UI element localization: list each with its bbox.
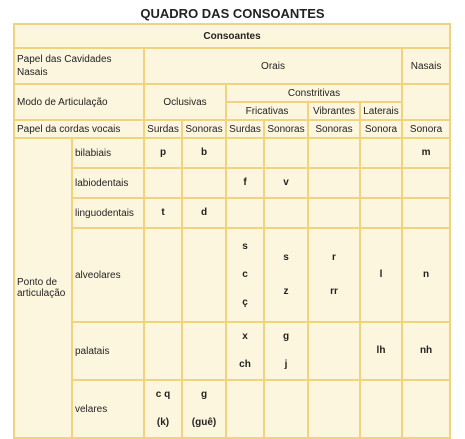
header-lateral-sonora: Sonora — [360, 120, 402, 138]
empty-cell — [308, 198, 360, 228]
header-papel-cordas: Papel da cordas vocais — [14, 120, 144, 138]
header-modo-articulacao: Modo de Articulação — [14, 84, 144, 120]
empty-cell — [402, 380, 450, 438]
header-fricativa-surdas: Surdas — [226, 120, 264, 138]
cell-m: m — [402, 138, 450, 168]
letter-rr: rr — [330, 286, 338, 297]
empty-cell — [308, 168, 360, 198]
page-title: QUADRO DAS CONSOANTES — [140, 6, 325, 21]
letter-s-sonora: s — [283, 252, 289, 263]
letter-c-cedilha: ç — [242, 297, 248, 308]
empty-cell — [308, 380, 360, 438]
header-constritivas: Constritivas — [226, 84, 402, 102]
cell-alveolar-fricativa-sonora — [264, 228, 308, 322]
empty-cell — [226, 198, 264, 228]
header-ponto-articulacao: Ponto de articulação — [14, 138, 72, 438]
letter-k: (k) — [156, 417, 170, 428]
letter-c-q: c q — [155, 389, 171, 400]
row-label-alveolares: alveolares — [72, 228, 144, 322]
cell-alveolar-vibrante — [308, 228, 360, 322]
consonants-table — [13, 23, 451, 439]
cell-velar-oclusiva-surda — [144, 380, 182, 438]
empty-cell — [182, 322, 226, 380]
empty-cell — [144, 322, 182, 380]
letter-c: c — [242, 269, 248, 280]
cell-lh: lh — [360, 322, 402, 380]
header-oclusivas: Oclusivas — [144, 84, 226, 120]
letter-r: r — [332, 252, 336, 263]
empty-cell — [360, 380, 402, 438]
cell-n: n — [402, 228, 450, 322]
letter-g: g — [282, 331, 290, 342]
cell-t: t — [144, 198, 182, 228]
empty-cell — [182, 228, 226, 322]
table-title: Consoantes — [14, 24, 450, 48]
header-fricativas: Fricativas — [226, 102, 308, 120]
row-label-linguodentais: linguodentais — [72, 198, 144, 228]
cell-palatal-fricativa-surda — [226, 322, 264, 380]
empty-cell — [402, 84, 450, 120]
header-orais: Orais — [144, 48, 402, 84]
letter-gue: (guê) — [191, 417, 217, 428]
cell-p: p — [144, 138, 182, 168]
empty-cell — [308, 138, 360, 168]
header-vibrante-sonoras: Sonoras — [308, 120, 360, 138]
empty-cell — [144, 228, 182, 322]
header-laterais: Laterais — [360, 102, 402, 120]
empty-cell — [402, 198, 450, 228]
empty-cell — [360, 198, 402, 228]
cell-f: f — [226, 168, 264, 198]
empty-cell — [360, 168, 402, 198]
row-label-labiodentais: labiodentais — [72, 168, 144, 198]
empty-cell — [308, 322, 360, 380]
empty-cell — [144, 168, 182, 198]
cell-d: d — [182, 198, 226, 228]
header-oclusiva-sonoras: Sonoras — [182, 120, 226, 138]
cell-b: b — [182, 138, 226, 168]
letter-j: j — [284, 359, 288, 370]
letter-g-velar: g — [200, 389, 208, 400]
header-nasal-sonora: Sonora — [402, 120, 450, 138]
empty-cell — [264, 198, 308, 228]
empty-cell — [402, 168, 450, 198]
empty-cell — [182, 168, 226, 198]
header-vibrantes: Vibrantes — [308, 102, 360, 120]
empty-cell — [264, 380, 308, 438]
cell-nh: nh — [402, 322, 450, 380]
row-label-palatais: palatais — [72, 322, 144, 380]
header-papel-cavidades: Papel das Cavidades Nasais — [14, 48, 144, 84]
header-nasais: Nasais — [402, 48, 450, 84]
header-fricativa-sonoras: Sonoras — [264, 120, 308, 138]
letter-x: x — [242, 331, 248, 342]
cell-v: v — [264, 168, 308, 198]
header-oclusiva-surdas: Surdas — [144, 120, 182, 138]
empty-cell — [264, 138, 308, 168]
letter-s: s — [242, 241, 248, 252]
cell-l: l — [360, 228, 402, 322]
row-label-bilabiais: bilabiais — [72, 138, 144, 168]
letter-z: z — [283, 286, 289, 297]
letter-ch: ch — [239, 359, 251, 370]
empty-cell — [360, 138, 402, 168]
cell-palatal-fricativa-sonora — [264, 322, 308, 380]
empty-cell — [226, 138, 264, 168]
cell-alveolar-fricativa-surda — [226, 228, 264, 322]
empty-cell — [226, 380, 264, 438]
row-label-velares: velares — [72, 380, 144, 438]
cell-velar-oclusiva-sonora — [182, 380, 226, 438]
